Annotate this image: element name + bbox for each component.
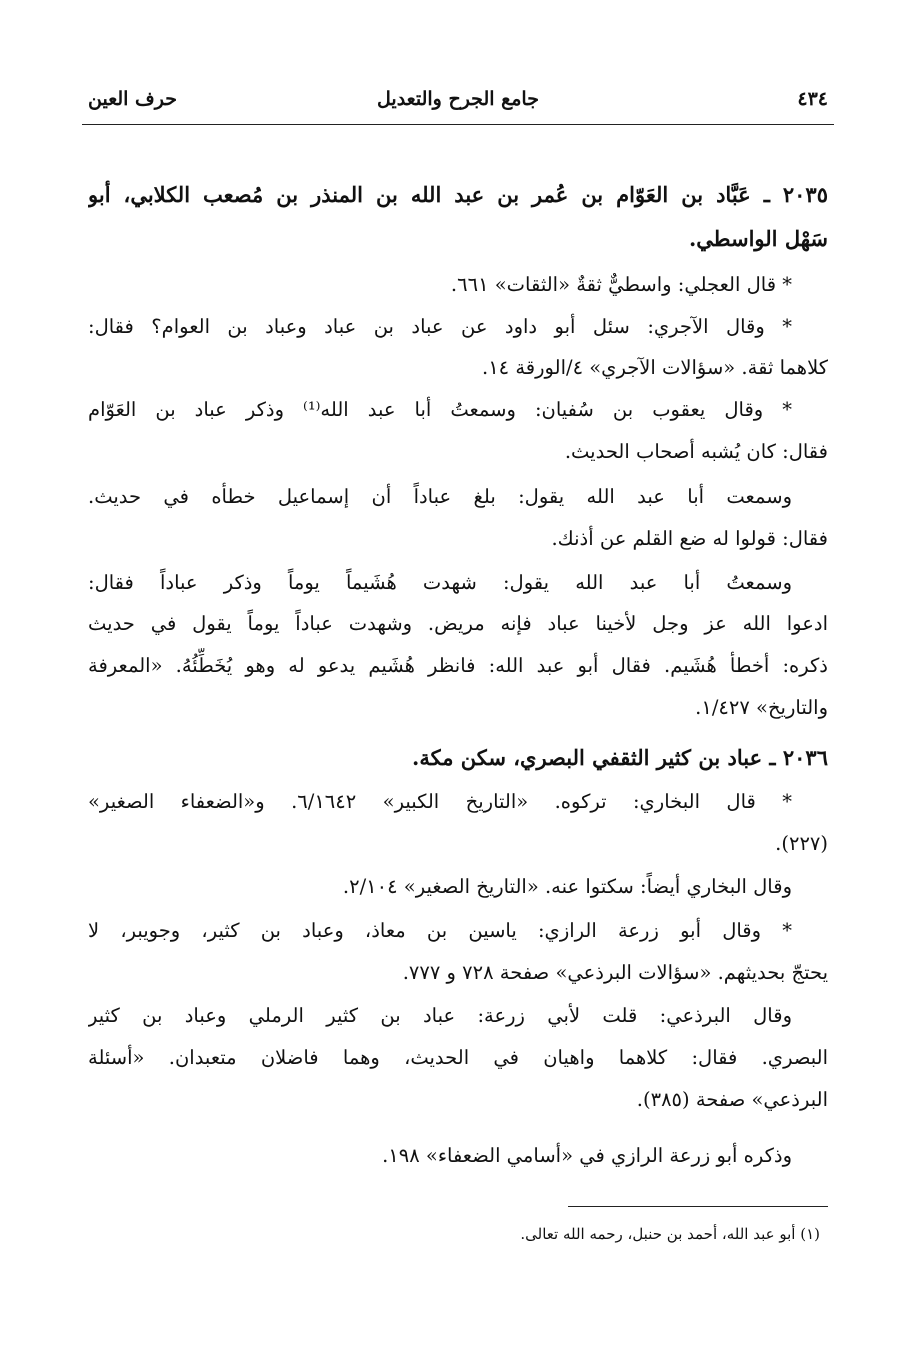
text-line: وقال البرذعي: قلت لأبي زرعة: عباد بن كثير الرملي وعباد بن كثير	[88, 1004, 792, 1027]
text-line: * وقال الآجري: سئل أبو داود عن عباد بن عباد وعباد بن العوام؟ فقال:	[88, 315, 792, 338]
text-line: ادعوا الله عز وجل لأخينا عباد فإنه مريض. وشهدت عباداً يوماً يقول في حديث	[88, 612, 828, 635]
text-line: (٢٢٧).	[775, 832, 828, 855]
footnote-rule	[568, 1206, 828, 1207]
page-number: ٤٣٤	[797, 88, 828, 110]
text-line: * قال العجلي: واسطيٌّ ثقةٌ «الثقات» ٦٦١.	[450, 273, 792, 296]
text-line: ذكره: أخطأ هُشَيم. فقال أبو عبد الله: فانظر هُشَيم يدعو له وهو يُخَطِّئُهُ. «المعرفة	[88, 654, 828, 677]
section-title: حرف العين	[88, 88, 177, 110]
text-line: فقال: كان يُشبه أصحاب الحديث.	[564, 440, 828, 463]
text-line: والتاريخ» ١/٤٢٧.	[695, 696, 828, 719]
book-title: جامع الجرح والتعديل	[377, 88, 539, 110]
text-line: البرذعي» صفحة (٣٨٥).	[636, 1088, 828, 1111]
text-line: كلاهما ثقة. «سؤالات الآجري» ٤/الورقة ١٤.	[482, 356, 828, 379]
text-line: فقال: قولوا له ضع القلم عن أذنك.	[551, 527, 828, 550]
text-line: وقال البخاري أيضاً: سكتوا عنه. «التاريخ الصغير» ٢/١٠٤.	[342, 875, 792, 898]
text-line: وسمعت أبا عبد الله يقول: بلغ عباداً أن إسماعيل خطأه في حديث.	[88, 485, 792, 508]
text-line: البصري. فقال: كلاهما واهيان في الحديث، وهما فاضلان متعبدان. «أسئلة	[88, 1046, 828, 1069]
entry-heading: ٢٠٣٦ ـ عباد بن كثير الثقفي البصري، سكن مكة.	[412, 745, 828, 770]
text-line: * وقال أبو زرعة الرازي: ياسين بن معاذ، وعباد بن كثير، وجويبر، لا	[88, 919, 792, 942]
text-line: وسمعتُ أبا عبد الله يقول: شهدت هُشَيماً يوماً وذكر عباداً فقال:	[88, 571, 792, 594]
entry-heading-continued: سَهْل الواسطي.	[688, 226, 828, 251]
text-line: * وقال يعقوب بن سُفيان: وسمعتُ أبا عبد الله⁽¹⁾ وذكر عباد بن العَوّام	[88, 398, 792, 421]
header-rule	[82, 124, 834, 125]
text-line: وذكره أبو زرعة الرازي في «أسامي الضعفاء» ١٩٨.	[382, 1144, 792, 1167]
text-line: * قال البخاري: تركوه. «التاريخ الكبير» ٦/١٦٤٢. و«الضعفاء الصغير»	[88, 790, 792, 813]
page-header	[88, 88, 828, 124]
text-line: يحتجّ بحديثهم. «سؤالات البرذعي» صفحة ٧٢٨ و ٧٧٧.	[402, 961, 828, 984]
footnote: (١) أبو عبد الله، أحمد بن حنبل، رحمه الله تعالى.	[520, 1225, 820, 1243]
entry-heading: ٢٠٣٥ ـ عَبَّاد بن العَوّام بن عُمر بن عبد الله بن المنذر بن مُصعب الكلابي، أبو	[88, 182, 828, 207]
